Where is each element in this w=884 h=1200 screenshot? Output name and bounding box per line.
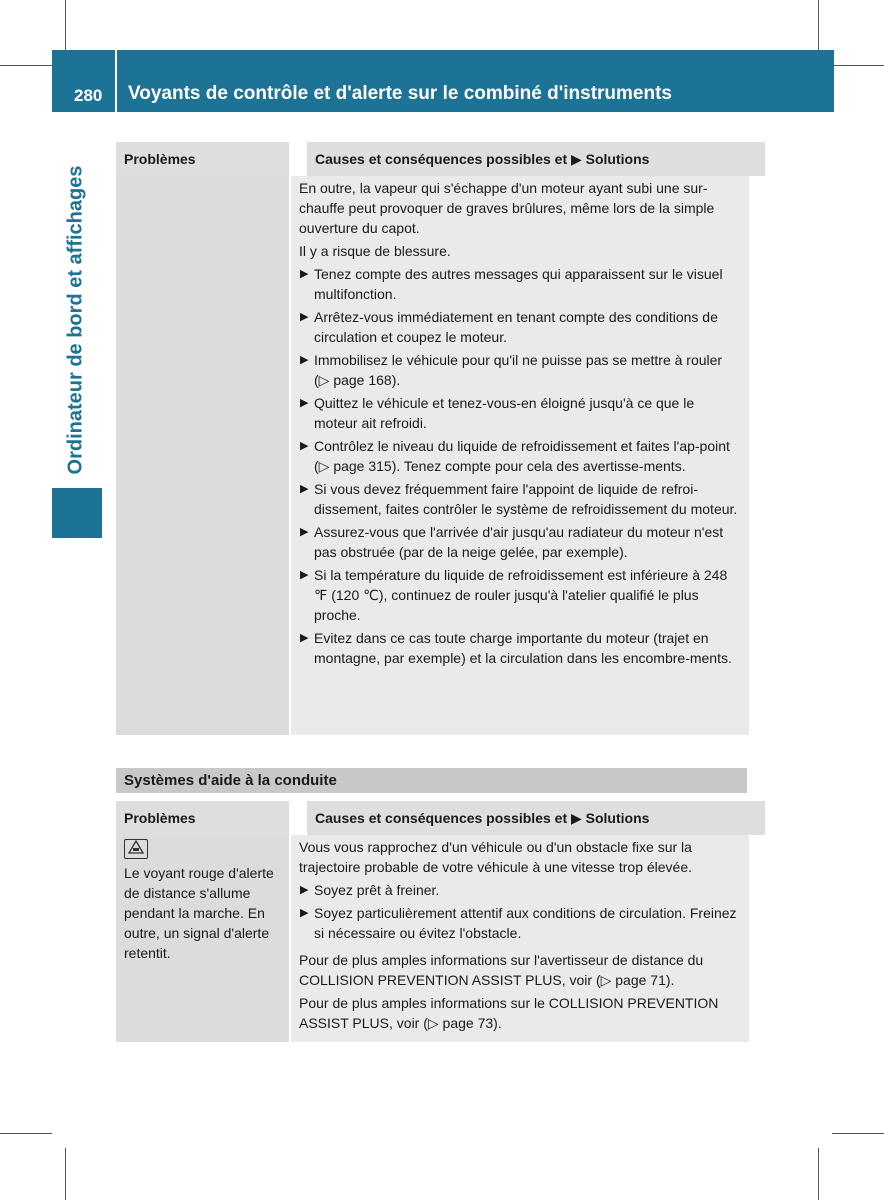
list-item-text: Assurez-vous que l'arrivée d'air jusqu'au radiateur du moteur n'est pas obstruée (par de la neige gelée, par exemple). bbox=[314, 524, 724, 560]
triangle-right-icon: ▶ bbox=[300, 907, 309, 919]
crop-mark bbox=[834, 65, 884, 66]
problem-text: Le voyant rouge d'alerte de distance s'allume pendant la marche. En outre, un signal d'alerte retentit. bbox=[124, 865, 274, 961]
list-item bbox=[299, 264, 741, 304]
problems-table-1 bbox=[116, 142, 747, 735]
list-item bbox=[299, 522, 741, 562]
solution-cell bbox=[291, 176, 749, 735]
list-item bbox=[299, 565, 741, 625]
list-item-text: Contrôlez le niveau du liquide de refroidissement et faites l'ap-point (▷ page 315). Tenez compte pour cela des avertisse-ments. bbox=[314, 438, 730, 474]
page-number: 280 bbox=[74, 86, 103, 105]
column-separator bbox=[289, 142, 307, 176]
list-item bbox=[299, 307, 741, 347]
triangle-right-icon: ▶ bbox=[300, 268, 309, 280]
list-item-text: Soyez prêt à freiner. bbox=[314, 882, 440, 898]
triangle-right-icon: ▶ bbox=[300, 884, 309, 896]
triangle-right-icon: ▶ bbox=[300, 526, 309, 538]
list-item-text: Immobilisez le véhicule pour qu'il ne puisse pas se mettre à rouler (▷ page 168). bbox=[314, 352, 723, 388]
list-item bbox=[299, 393, 741, 433]
note-text: Pour de plus amples informations sur le COLLISION PREVENTION ASSIST PLUS, voir (▷ page 73). bbox=[299, 995, 719, 1031]
crop-mark bbox=[65, 0, 66, 50]
side-tab-marker bbox=[52, 488, 102, 538]
triangle-right-icon: ▶ bbox=[300, 311, 309, 323]
problems-table-2 bbox=[116, 801, 747, 1042]
triangle-right-icon: ▶ bbox=[300, 354, 309, 366]
table-row bbox=[116, 835, 747, 1042]
list-item-text: Quittez le véhicule et tenez-vous-en éloigné jusqu'à ce que le moteur ait refroidi. bbox=[314, 395, 695, 431]
distance-warning-icon bbox=[124, 839, 148, 859]
triangle-right-icon: ▶ bbox=[300, 569, 309, 581]
col-header-causes: Causes et conséquences possibles et ▶ Solutions bbox=[307, 801, 765, 835]
problem-cell bbox=[116, 176, 289, 735]
list-item bbox=[299, 350, 741, 390]
col-header-problems: Problèmes bbox=[116, 142, 289, 176]
list-item-text: Si la température du liquide de refroidissement est inférieure à 248 ℉ (120 ℃), continuez de rouler jusqu'à l'atelier qualifié le plus proche. bbox=[314, 567, 728, 623]
list-item bbox=[299, 628, 741, 668]
list-item-text: Evitez dans ce cas toute charge importante du moteur (trajet en montagne, par exemple) et la circulation dans les encombre-ments. bbox=[314, 630, 732, 666]
triangle-right-icon: ▶ bbox=[300, 440, 309, 452]
note-text: Pour de plus amples informations sur l'avertisseur de distance du COLLISION PREVENTION ASSIST PLUS, voir (▷ page 71). bbox=[299, 952, 704, 988]
header-divider bbox=[115, 50, 117, 112]
page-header bbox=[52, 50, 834, 112]
intro-text: Vous vous rapprochez d'un véhicule ou d'un obstacle fixe sur la trajectoire probable de votre véhicule à une vitesse trop élevée. bbox=[299, 839, 693, 875]
crop-mark bbox=[0, 65, 52, 66]
table-header bbox=[116, 142, 747, 176]
crop-mark bbox=[0, 1133, 52, 1134]
crop-mark bbox=[832, 1133, 884, 1134]
list-item-text: Si vous devez fréquemment faire l'appoint de liquide de refroi-dissement, faites contrôler le système de refroidissement du moteur. bbox=[314, 481, 738, 517]
triangle-right-icon: ▶ bbox=[300, 483, 309, 495]
problem-cell bbox=[116, 835, 289, 1042]
page-title: Voyants de contrôle et d'alerte sur le combiné d'instruments bbox=[128, 83, 672, 104]
col-header-problems: Problèmes bbox=[116, 801, 289, 835]
list-item bbox=[299, 880, 741, 900]
table-header bbox=[116, 801, 747, 835]
list-item-text: Arrêtez-vous immédiatement en tenant compte des conditions de circulation et coupez le moteur. bbox=[314, 309, 718, 345]
section-title: Systèmes d'aide à la conduite bbox=[116, 768, 747, 793]
distance-warning-icon-graphic bbox=[128, 840, 144, 854]
list-item bbox=[299, 436, 741, 476]
list-item bbox=[299, 479, 741, 519]
col-header-causes: Causes et conséquences possibles et ▶ Solutions bbox=[307, 142, 765, 176]
list-item-text: Tenez compte des autres messages qui apparaissent sur le visuel multifonction. bbox=[314, 266, 723, 302]
solution-cell bbox=[291, 835, 749, 1042]
list-item-text: Soyez particulièrement attentif aux conditions de circulation. Freinez si nécessaire ou évitez l'obstacle. bbox=[314, 905, 737, 941]
crop-mark bbox=[818, 1148, 819, 1200]
list-item bbox=[299, 903, 741, 943]
intro-text: En outre, la vapeur qui s'échappe d'un moteur ayant subi une sur-chauffe peut provoquer de graves brûlures, même lors de la simple ouverture du capot. bbox=[299, 180, 715, 236]
crop-mark bbox=[818, 0, 819, 50]
risk-text: Il y a risque de blessure. bbox=[299, 243, 451, 259]
triangle-right-icon: ▶ bbox=[300, 632, 309, 644]
triangle-right-icon: ▶ bbox=[300, 397, 309, 409]
side-tab-label: Ordinateur de bord et affichages bbox=[64, 165, 87, 475]
column-separator bbox=[289, 801, 307, 835]
crop-mark bbox=[65, 1148, 66, 1200]
table-row bbox=[116, 176, 747, 735]
